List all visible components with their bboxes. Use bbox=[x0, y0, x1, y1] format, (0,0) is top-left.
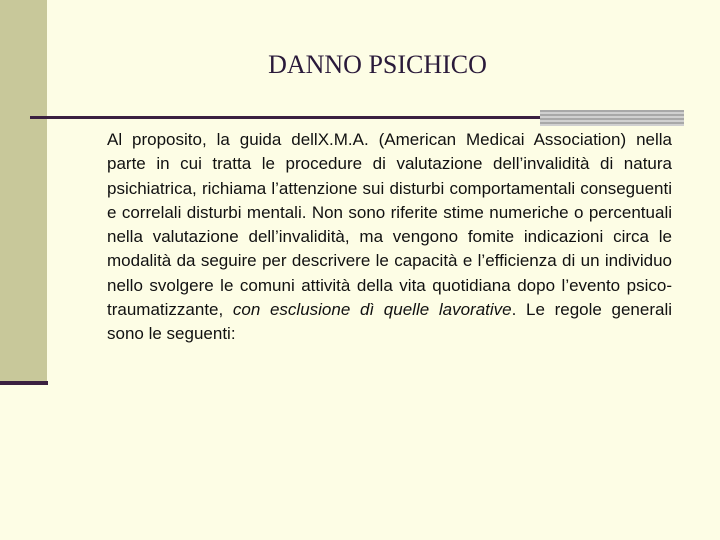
body-paragraph bbox=[107, 128, 672, 347]
side-bar-underline bbox=[0, 381, 48, 385]
body-paragraph-outro: . Le regole generali sono le seguenti: bbox=[107, 300, 672, 344]
body-paragraph-intro: Al proposito, la guida dellX.M.A. (American Medicai Association) nella parte in cui tratta le procedure di valutazione dell’invalidità di natura psichiatrica, richiama l’attenzione sui disturbi comportamentali conseguenti e correlali disturbi mentali. Non sono riferite stime numeriche o percentuali nella valutazione dell’invalidità, ma vengono fomite indicazioni circa le modalità da seguire per descrivere le capacità e l’efficienza di un individuo nello svolgere le comuni attività della vita quotidiana dopo l’evento psico-traumatizzante, bbox=[107, 130, 672, 320]
title-divider-accent bbox=[540, 110, 684, 126]
slide-title: DANNO PSICHICO bbox=[268, 50, 487, 79]
body-paragraph-emphasis: con esclusione dì quelle lavorative bbox=[232, 300, 512, 320]
